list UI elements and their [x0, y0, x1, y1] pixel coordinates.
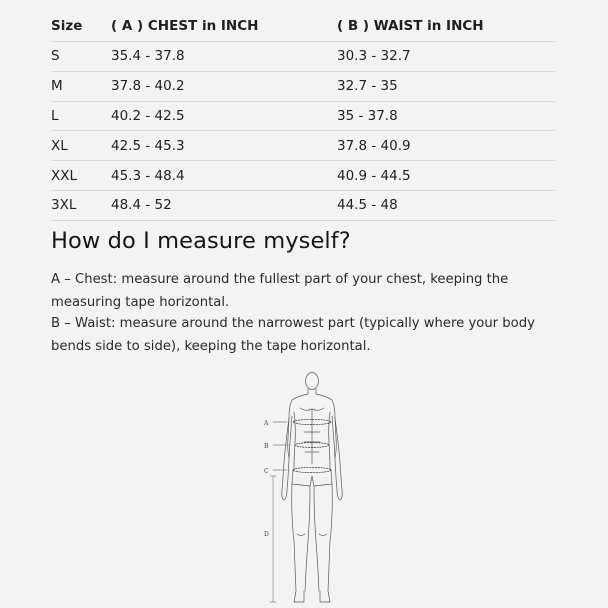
waist-cell: 32.7 - 35 — [337, 71, 555, 101]
waist-cell: 37.8 - 40.9 — [337, 131, 555, 161]
chest-cell: 42.5 - 45.3 — [111, 131, 337, 161]
size-cell: XXL — [51, 161, 111, 191]
waist-cell: 30.3 - 32.7 — [337, 42, 555, 72]
waist-instructions: B – Waist: measure around the narrowest part (typically where your body bends side to side), keeping the tape horizontal. — [51, 316, 535, 354]
chest-cell: 37.8 - 40.2 — [111, 71, 337, 101]
header-chest: ( A ) CHEST in INCH — [111, 10, 337, 42]
size-cell: XL — [51, 131, 111, 161]
table-row — [51, 71, 555, 101]
body-measurement-figure-icon — [256, 366, 356, 608]
header-size: Size — [51, 10, 111, 42]
size-cell: M — [51, 71, 111, 101]
svg-text:C: C — [264, 468, 269, 475]
table-row — [51, 131, 555, 161]
size-cell: L — [51, 101, 111, 131]
chest-cell: 48.4 - 52 — [111, 190, 337, 220]
size-cell: 3XL — [51, 190, 111, 220]
size-chart-table — [51, 10, 555, 221]
table-row — [51, 101, 555, 131]
chest-cell: 35.4 - 37.8 — [111, 42, 337, 72]
svg-text:B: B — [264, 443, 269, 450]
waist-cell: 40.9 - 44.5 — [337, 161, 555, 191]
measure-heading: How do I measure myself? — [51, 228, 351, 254]
svg-text:A: A — [264, 420, 269, 427]
table-row — [51, 190, 555, 220]
table-row — [51, 42, 555, 72]
chest-cell: 45.3 - 48.4 — [111, 161, 337, 191]
svg-text:D: D — [264, 531, 269, 538]
table-row — [51, 161, 555, 191]
waist-cell: 35 - 37.8 — [337, 101, 555, 131]
waist-cell: 44.5 - 48 — [337, 190, 555, 220]
table-header-row — [51, 10, 555, 42]
chest-instructions: A – Chest: measure around the fullest part of your chest, keeping the measuring tape horizontal. — [51, 272, 509, 310]
header-waist: ( B ) WAIST in INCH — [337, 10, 555, 42]
size-cell: S — [51, 42, 111, 72]
chest-cell: 40.2 - 42.5 — [111, 101, 337, 131]
